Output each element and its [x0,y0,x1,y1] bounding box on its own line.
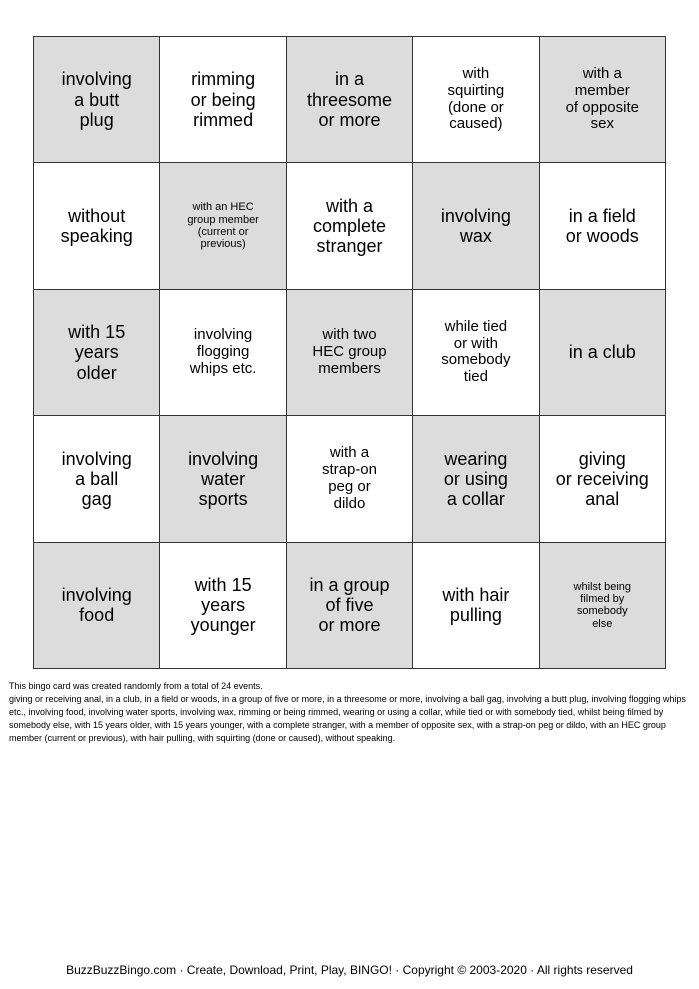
footer-copyright: BuzzBuzzBingo.com · Create, Download, Print, Play, BINGO! · Copyright © 2003-2020 · All rights reserved [66,963,633,977]
bingo-cell: in a field or woods [540,163,666,289]
bingo-cell: with 15 years older [34,290,160,416]
bingo-cell: without speaking [34,163,160,289]
bingo-cell: with an HEC group member (current or previous) [160,163,286,289]
bingo-cell: in a group of five or more [287,543,413,669]
bingo-cell: involving flogging whips etc. [160,290,286,416]
bingo-cell: with squirting (done or caused) [413,37,539,163]
bingo-cell: rimming or being rimmed [160,37,286,163]
bingo-cell: with 15 years younger [160,543,286,669]
bingo-cell: whilst being filmed by somebody else [540,543,666,669]
card-notes [9,680,691,745]
bingo-cell: involving wax [413,163,539,289]
bingo-cell: giving or receiving anal [540,416,666,542]
bingo-cell: while tied or with somebody tied [413,290,539,416]
bingo-cell: with two HEC group members [287,290,413,416]
bingo-grid [33,36,666,669]
bingo-cell: wearing or using a collar [413,416,539,542]
bingo-cell: with a complete stranger [287,163,413,289]
bingo-cell: in a threesome or more [287,37,413,163]
bingo-cell: in a club [540,290,666,416]
bingo-cell: involving water sports [160,416,286,542]
bingo-cell: with hair pulling [413,543,539,669]
notes-event-list: giving or receiving anal, in a club, in a field or woods, in a group of five or more, in a threesome or more, involving a ball gag, involving a butt plug, involving flogging whips etc., involving food, involving water sports, involving wax, rimming or being rimmed, wearing or using a collar, while tied or with somebody tied, whilst being filmed by somebody else, with 15 years older, with 15 years younger, with a complete stranger, with a member of opposite sex, with a strap-on peg or dildo, with an HEC group member (current or previous), with hair pulling, with squirting (done or caused), without speaking. [9,694,686,744]
bingo-cell: involving food [34,543,160,669]
notes-intro: This bingo card was created randomly from a total of 24 events. [9,681,263,691]
bingo-cell: involving a butt plug [34,37,160,163]
bingo-cell: with a strap-on peg or dildo [287,416,413,542]
bingo-cell: involving a ball gag [34,416,160,542]
bingo-cell: with a member of opposite sex [540,37,666,163]
